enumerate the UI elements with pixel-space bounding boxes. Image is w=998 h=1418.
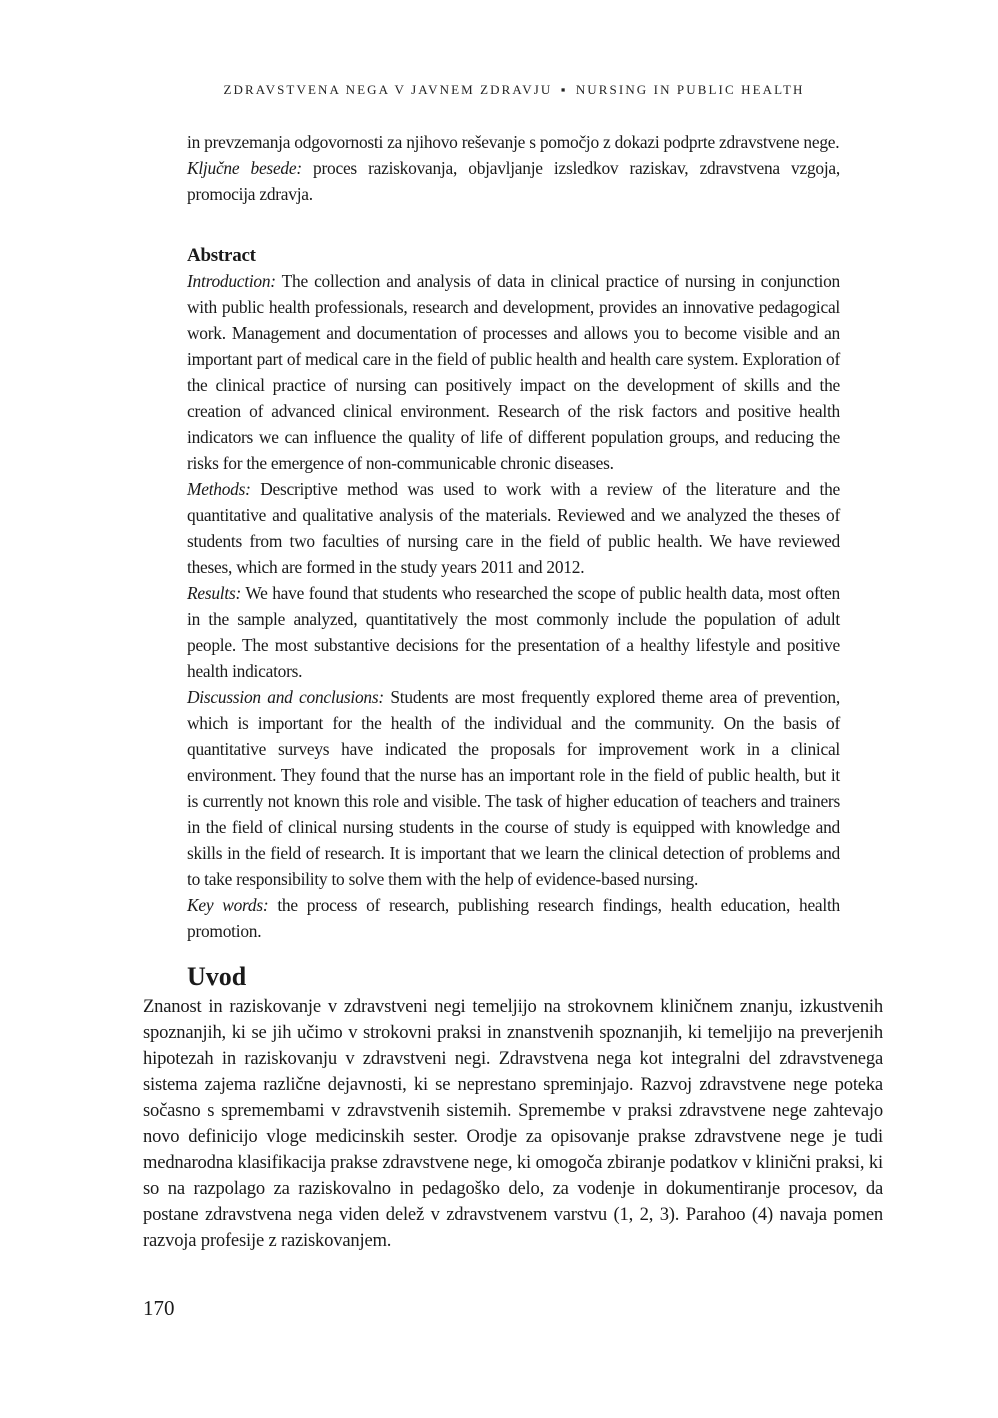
keywords-label: Key words:: [187, 895, 269, 915]
header-separator: ▪: [560, 82, 568, 97]
abstract-results: [187, 580, 840, 684]
methods-label: Methods:: [187, 479, 251, 499]
abstract-discussion: [187, 684, 840, 892]
page-number: 170: [143, 1296, 175, 1320]
header-title-slovene: ZDRAVSTVENA NEGA V JAVNEM ZDRAVJU: [223, 82, 553, 97]
abstract-methods: [187, 476, 840, 580]
abstract-heading: Abstract: [187, 245, 256, 266]
results-label: Results:: [187, 583, 242, 603]
section-heading-uvod: Uvod: [187, 962, 247, 991]
header-title-english: NURSING IN PUBLIC HEALTH: [575, 82, 805, 97]
abstract-keywords: [187, 892, 840, 944]
continuation-paragraph: in prevzemanja odgovornosti za njihovo reševanje s pomočjo z dokazi podprte zdravstvene nege.: [187, 132, 840, 152]
keywords-text: the process of research, publishing research findings, health education, health promotion.: [187, 895, 840, 941]
slovene-keywords: [187, 155, 840, 207]
methods-text: Descriptive method was used to work with a review of the literature and the quantitative and qualitative analysis of the materials. Reviewed and we analyzed the theses of students from two faculties of nursing care in the field of public health. We have reviewed theses, which are formed in the study years 2011 and 2012.: [187, 479, 840, 577]
slovene-abstract-continuation: [187, 129, 840, 207]
english-abstract: [187, 244, 840, 944]
introduction-text: The collection and analysis of data in clinical practice of nursing in conjunction with public health professionals, research and development, provides an innovative pedagogical work. Management and documentation of processes and allows you to become visible and an important part of medical care in the field of public health and health care system. Exploration of the clinical practice of nursing can positively impact on the development of skills and the creation of advanced clinical environment. Research of the risk factors and positive health indicators we can influence the quality of life of different population groups, and reducing the risks for the emergence of non-communicable chronic diseases.: [187, 271, 840, 473]
slovene-keywords-label: Ključne besede:: [187, 158, 302, 178]
results-text: We have found that students who researched the scope of public health data, most often in the sample analyzed, quantitatively the most commonly include the population of adult people. The most substantive decisions for the presentation of a healthy lifestyle and positive health indicators.: [187, 583, 840, 681]
introduction-label: Introduction:: [187, 271, 276, 291]
abstract-introduction: [187, 268, 840, 476]
discussion-text: Students are most frequently explored theme area of prevention, which is important for the health of the individual and the community. On the basis of quantitative surveys have indicated the proposals for improvement work in a clinical environment. They found that the nurse has an important role in the field of public health, but it is currently not known this role and visible. The task of higher education of teachers and trainers in the field of clinical nursing students in the course of study is equipped with knowledge and skills in the field of research. It is important that we learn the clinical detection of problems and to take responsibility to solve them with the help of evidence-based nursing.: [187, 687, 840, 889]
slovene-keywords-text: proces raziskovanja, objavljanje izsledkov raziskav, zdravstvena vzgoja, promocija zdravja.: [187, 158, 840, 204]
discussion-label: Discussion and conclusions:: [187, 687, 384, 707]
uvod-paragraph: Znanost in raziskovanje v zdravstveni negi temeljijo na strokovnem kliničnem znanju, izkustvenih spoznanjih, ki se jih učimo v strokovni praksi in znanstvenih spoznanjih, ki temeljijo na preverjenih hipotezah in raziskovanju v zdravstveni negi. Zdravstvena nega kot integralni del zdravstvenega sistema zajema različne dejavnosti, ki se neprestano spreminjajo. Razvoj zdravstvene nege poteka sočasno s spremembami v zdravstvenih sistemih. Spremembe v praksi zdravstvene nege zahtevajo novo definicijo vloge medicinskih sester. Orodje za opisovanje prakse zdravstvene nege je tudi mednarodna klasifikacija prakse zdravstvene nege, ki omogoča zbiranje podatkov v klinični praksi, ki so na razpolago za raziskovalno in pedagoško delo, za vodenje in dokumentiranje procesov, da postane zdravstvena nega viden delež v zdravstvenem varstvu (1, 2, 3). Parahoo (4) navaja pomen razvoja profesije z raziskovanjem.: [143, 996, 883, 1251]
running-header: [0, 82, 998, 98]
